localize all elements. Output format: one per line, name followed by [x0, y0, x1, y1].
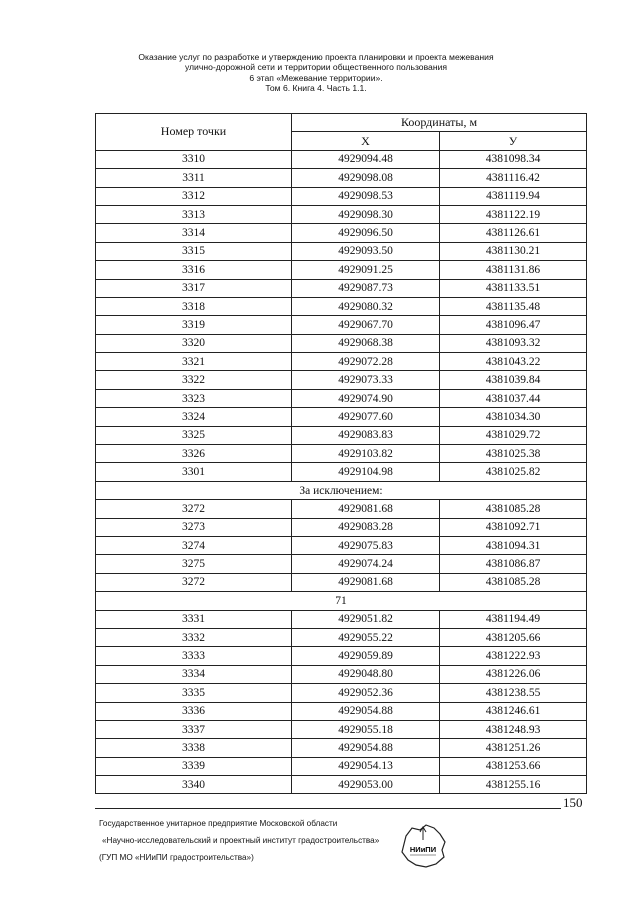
- table-row: [96, 389, 587, 407]
- table-row: [96, 518, 587, 536]
- point-number-cell: 3301: [96, 463, 292, 481]
- x-coordinate-cell: 4929098.30: [292, 205, 440, 223]
- y-coordinate-cell: 4381194.49: [440, 610, 587, 628]
- point-number-cell: 3337: [96, 720, 292, 738]
- point-number-cell: 3314: [96, 224, 292, 242]
- x-coordinate-cell: 4929055.22: [292, 628, 440, 646]
- y-coordinate-cell: 4381130.21: [440, 242, 587, 260]
- point-number-cell: 3315: [96, 242, 292, 260]
- section-label: За исключением:: [96, 481, 587, 499]
- table-row: [96, 279, 587, 297]
- x-coordinate-cell: 4929051.82: [292, 610, 440, 628]
- y-coordinate-cell: 4381093.32: [440, 334, 587, 352]
- header-line-2: улично-дорожной сети и территории общественного пользования: [184, 62, 448, 73]
- logo-text: НИиПИ: [409, 845, 437, 854]
- point-number-cell: 3335: [96, 684, 292, 702]
- table-body: [96, 150, 587, 794]
- y-coordinate-cell: 4381085.28: [440, 500, 587, 518]
- x-coordinate-cell: 4929103.82: [292, 445, 440, 463]
- y-coordinate-cell: 4381222.93: [440, 647, 587, 665]
- y-coordinate-cell: 4381029.72: [440, 426, 587, 444]
- x-coordinate-cell: 4929083.28: [292, 518, 440, 536]
- x-coordinate-cell: 4929077.60: [292, 408, 440, 426]
- point-number-cell: 3326: [96, 445, 292, 463]
- table-header-row: [96, 114, 587, 132]
- y-coordinate-cell: 4381255.16: [440, 776, 587, 794]
- point-number-cell: 3340: [96, 776, 292, 794]
- table-row: [96, 445, 587, 463]
- table-row: [96, 463, 587, 481]
- point-number-cell: 3316: [96, 261, 292, 279]
- y-coordinate-cell: 4381238.55: [440, 684, 587, 702]
- y-coordinate-cell: 4381043.22: [440, 353, 587, 371]
- table-row: [96, 628, 587, 646]
- x-coordinate-cell: 4929098.53: [292, 187, 440, 205]
- x-coordinate-cell: 4929054.88: [292, 702, 440, 720]
- y-coordinate-cell: 4381205.66: [440, 628, 587, 646]
- column-header-y: У: [440, 132, 587, 150]
- point-number-cell: 3312: [96, 187, 292, 205]
- x-coordinate-cell: 4929104.98: [292, 463, 440, 481]
- column-header-point: Номер точки: [96, 114, 292, 151]
- table-row: [96, 297, 587, 315]
- y-coordinate-cell: 4381039.84: [440, 371, 587, 389]
- table-row: [96, 187, 587, 205]
- x-coordinate-cell: 4929073.33: [292, 371, 440, 389]
- y-coordinate-cell: 4381248.93: [440, 720, 587, 738]
- table-row: [96, 426, 587, 444]
- document-header: [0, 52, 632, 94]
- y-coordinate-cell: 4381025.38: [440, 445, 587, 463]
- point-number-cell: 3318: [96, 297, 292, 315]
- y-coordinate-cell: 4381116.42: [440, 169, 587, 187]
- point-number-cell: 3273: [96, 518, 292, 536]
- x-coordinate-cell: 4929074.24: [292, 555, 440, 573]
- table-row: [96, 555, 587, 573]
- point-number-cell: 3334: [96, 665, 292, 683]
- y-coordinate-cell: 4381098.34: [440, 150, 587, 168]
- table-row: [96, 353, 587, 371]
- section-row: [96, 481, 587, 499]
- y-coordinate-cell: 4381086.87: [440, 555, 587, 573]
- x-coordinate-cell: 4929072.28: [292, 353, 440, 371]
- y-coordinate-cell: 4381119.94: [440, 187, 587, 205]
- point-number-cell: 3275: [96, 555, 292, 573]
- table-row: [96, 702, 587, 720]
- y-coordinate-cell: 4381126.61: [440, 224, 587, 242]
- x-coordinate-cell: 4929067.70: [292, 316, 440, 334]
- x-coordinate-cell: 4929094.48: [292, 150, 440, 168]
- table-row: [96, 334, 587, 352]
- y-coordinate-cell: 4381122.19: [440, 205, 587, 223]
- point-number-cell: 3317: [96, 279, 292, 297]
- y-coordinate-cell: 4381096.47: [440, 316, 587, 334]
- point-number-cell: 3333: [96, 647, 292, 665]
- section-row: [96, 592, 587, 610]
- point-number-cell: 3321: [96, 353, 292, 371]
- table-row: [96, 647, 587, 665]
- y-coordinate-cell: 4381251.26: [440, 739, 587, 757]
- y-coordinate-cell: 4381034.30: [440, 408, 587, 426]
- footer-line-3: (ГУП МО «НИиПИ градостроительства»): [99, 853, 254, 862]
- y-coordinate-cell: 4381094.31: [440, 536, 587, 554]
- table-row: [96, 776, 587, 794]
- x-coordinate-cell: 4929093.50: [292, 242, 440, 260]
- y-coordinate-cell: 4381085.28: [440, 573, 587, 591]
- table-row: [96, 500, 587, 518]
- point-number-cell: 3336: [96, 702, 292, 720]
- table-row: [96, 224, 587, 242]
- x-coordinate-cell: 4929052.36: [292, 684, 440, 702]
- page-number: 150: [563, 795, 583, 810]
- table-row: [96, 205, 587, 223]
- footer-line-1: Государственное унитарное предприятие Московской области: [99, 819, 338, 828]
- point-number-cell: 3339: [96, 757, 292, 775]
- point-number-cell: 3311: [96, 169, 292, 187]
- x-coordinate-cell: 4929048.80: [292, 665, 440, 683]
- x-coordinate-cell: 4929096.50: [292, 224, 440, 242]
- y-coordinate-cell: 4381037.44: [440, 389, 587, 407]
- point-number-cell: 3323: [96, 389, 292, 407]
- table-row: [96, 169, 587, 187]
- table-row: [96, 720, 587, 738]
- y-coordinate-cell: 4381092.71: [440, 518, 587, 536]
- x-coordinate-cell: 4929081.68: [292, 573, 440, 591]
- header-line-3: 6 этап «Межевание территории».: [249, 72, 383, 83]
- point-number-cell: 3313: [96, 205, 292, 223]
- y-coordinate-cell: 4381253.66: [440, 757, 587, 775]
- column-header-x: X: [292, 132, 440, 150]
- y-coordinate-cell: 4381025.82: [440, 463, 587, 481]
- x-coordinate-cell: 4929080.32: [292, 297, 440, 315]
- point-number-cell: 3272: [96, 500, 292, 518]
- header-line-4: Том 6. Книга 4. Часть 1.1.: [265, 83, 367, 94]
- x-coordinate-cell: 4929075.83: [292, 536, 440, 554]
- x-coordinate-cell: 4929087.73: [292, 279, 440, 297]
- footer-line-2: «Научно-исследовательский и проектный институт градостроительства»: [102, 836, 380, 845]
- point-number-cell: 3325: [96, 426, 292, 444]
- x-coordinate-cell: 4929098.08: [292, 169, 440, 187]
- table-row: [96, 316, 587, 334]
- table-row: [96, 739, 587, 757]
- footer-divider: [95, 808, 561, 809]
- x-coordinate-cell: 4929055.18: [292, 720, 440, 738]
- section-label: 71: [96, 592, 587, 610]
- point-number-cell: 3272: [96, 573, 292, 591]
- point-number-cell: 3331: [96, 610, 292, 628]
- table-row: [96, 757, 587, 775]
- y-coordinate-cell: 4381246.61: [440, 702, 587, 720]
- table-row: [96, 610, 587, 628]
- x-coordinate-cell: 4929068.38: [292, 334, 440, 352]
- table-row: [96, 408, 587, 426]
- point-number-cell: 3319: [96, 316, 292, 334]
- x-coordinate-cell: 4929054.88: [292, 739, 440, 757]
- point-number-cell: 3338: [96, 739, 292, 757]
- table-row: [96, 242, 587, 260]
- point-number-cell: 3324: [96, 408, 292, 426]
- y-coordinate-cell: 4381226.06: [440, 665, 587, 683]
- point-number-cell: 3310: [96, 150, 292, 168]
- x-coordinate-cell: 4929053.00: [292, 776, 440, 794]
- y-coordinate-cell: 4381131.86: [440, 261, 587, 279]
- table-row: [96, 150, 587, 168]
- x-coordinate-cell: 4929081.68: [292, 500, 440, 518]
- y-coordinate-cell: 4381133.51: [440, 279, 587, 297]
- moscow-region-outline-logo: [398, 822, 448, 870]
- x-coordinate-cell: 4929054.13: [292, 757, 440, 775]
- point-number-cell: 3320: [96, 334, 292, 352]
- table-row: [96, 665, 587, 683]
- table-row: [96, 261, 587, 279]
- column-header-coordinates: Координаты, м: [292, 114, 587, 132]
- x-coordinate-cell: 4929091.25: [292, 261, 440, 279]
- coordinates-table: [95, 113, 587, 794]
- footer-organization: [99, 815, 379, 866]
- x-coordinate-cell: 4929074.90: [292, 389, 440, 407]
- table-row: [96, 684, 587, 702]
- header-line-1: Оказание услуг по разработке и утверждению проекта планировки и проекта межевания: [138, 52, 494, 62]
- x-coordinate-cell: 4929083.83: [292, 426, 440, 444]
- point-number-cell: 3332: [96, 628, 292, 646]
- x-coordinate-cell: 4929059.89: [292, 647, 440, 665]
- point-number-cell: 3322: [96, 371, 292, 389]
- point-number-cell: 3274: [96, 536, 292, 554]
- table-row: [96, 536, 587, 554]
- table-row: [96, 573, 587, 591]
- y-coordinate-cell: 4381135.48: [440, 297, 587, 315]
- table-row: [96, 371, 587, 389]
